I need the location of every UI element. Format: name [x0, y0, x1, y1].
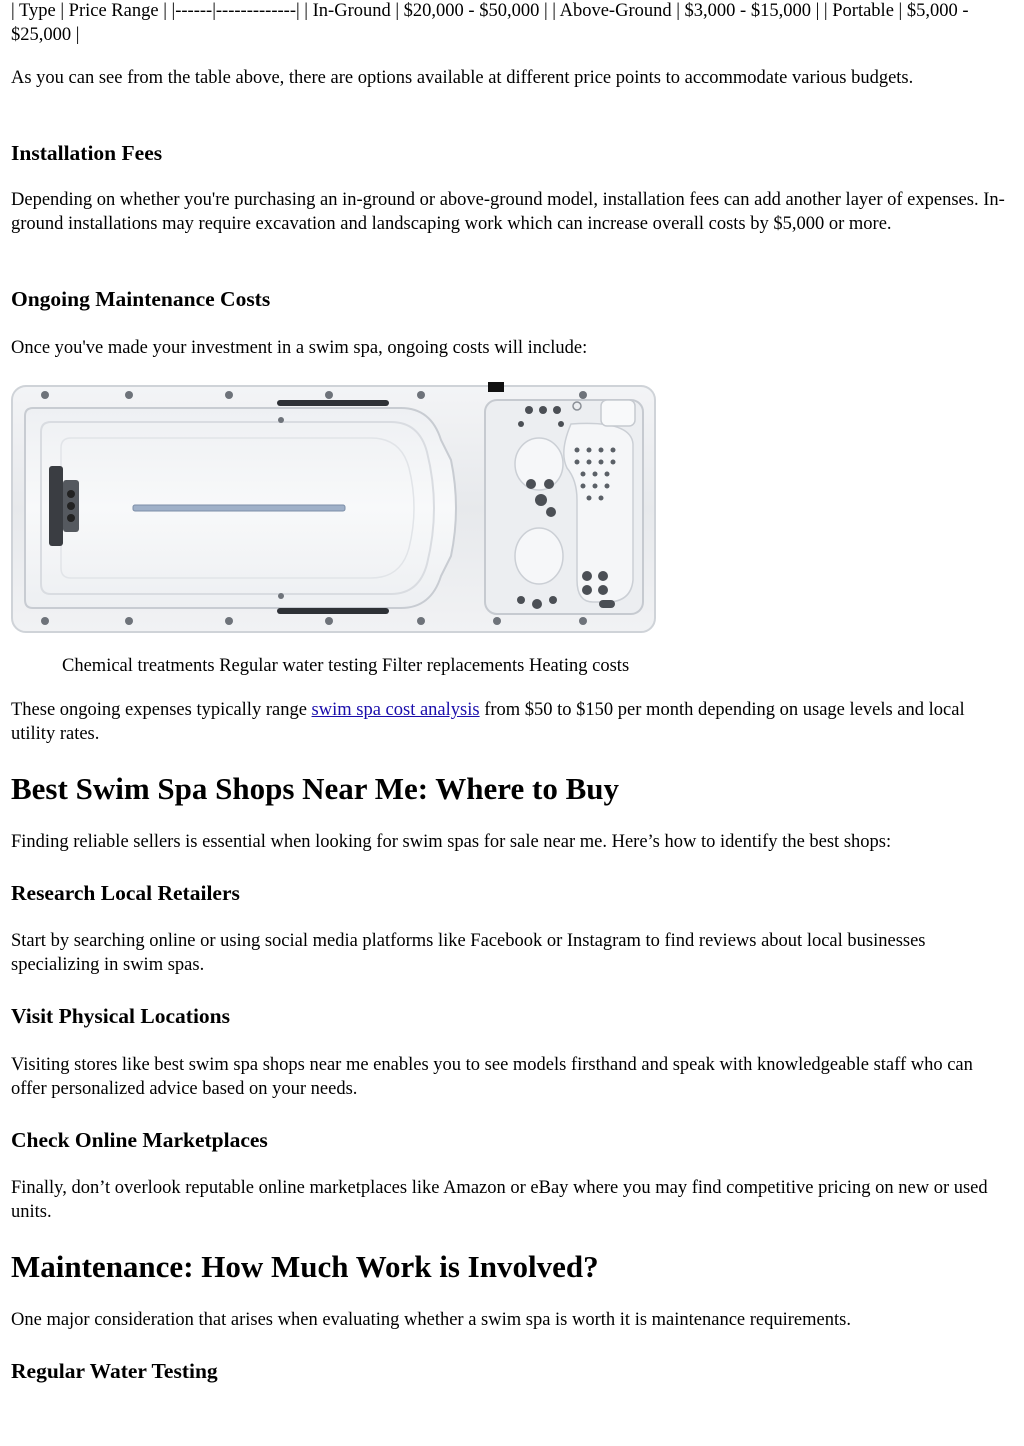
price-table-text: | Type | Price Range | |------|-------------| | In-Ground | $20,000 - $50,000 | | Above-Ground | $3,000 - $15,000 | | Portable | $5,000 - $25,000 |: [11, 1, 969, 45]
research-heading: Research Local Retailers: [11, 881, 240, 905]
intro-paragraph: As you can see from the table above, there are options available at different price points to accommodate various budgets.: [11, 68, 914, 88]
cost-analysis-link[interactable]: swim spa cost analysis: [311, 700, 480, 720]
maintenance-paragraph: One major consideration that arises when evaluating whether a swim spa is worth it is maintenance requirements.: [11, 1310, 851, 1330]
shops-heading: Best Swim Spa Shops Near Me: Where to Buy: [11, 771, 619, 806]
water-testing-heading: Regular Water Testing: [11, 1359, 218, 1383]
research-paragraph: Start by searching online or using social media platforms like Facebook or Instagram to find reviews about local businesses specializing in swim spas.: [11, 931, 926, 975]
visit-heading: Visit Physical Locations: [11, 1004, 230, 1028]
online-heading: Check Online Marketplaces: [11, 1128, 268, 1152]
maintenance-costs-intro: Once you've made your investment in a swim spa, ongoing costs will include:: [11, 338, 588, 358]
online-paragraph: Finally, don’t overlook reputable online marketplaces like Amazon or eBay where you may find competitive pricing on new or used units.: [11, 1178, 988, 1222]
visit-paragraph: Visiting stores like best swim spa shops near me enables you to see models firsthand and speak with knowledgeable staff who can offer personalized advice based on your needs.: [11, 1055, 973, 1099]
shops-intro: Finding reliable sellers is essential when looking for swim spas for sale near me. Here’s how to identify the best shops:: [11, 832, 892, 852]
maintenance-costs-list: Chemical treatments Regular water testing Filter replacements Heating costs: [62, 656, 630, 676]
range-text-before: These ongoing expenses typically range: [11, 700, 312, 720]
installation-heading: Installation Fees: [11, 141, 163, 165]
maintenance-costs-heading: Ongoing Maintenance Costs: [11, 287, 271, 311]
range-text-after: from $50 to $150 per month depending on usage levels and local utility rates.: [11, 700, 965, 744]
swim-spa-image: [11, 380, 657, 636]
maintenance-costs-range: [11, 699, 1011, 746]
installation-paragraph: Depending on whether you're purchasing an in-ground or above-ground model, installation fees can add another layer of expenses. In-ground installations may require excavation and landscaping work which can increase overall costs by $5,000 or more.: [11, 190, 1005, 234]
maintenance-heading: Maintenance: How Much Work is Involved?: [11, 1249, 599, 1284]
